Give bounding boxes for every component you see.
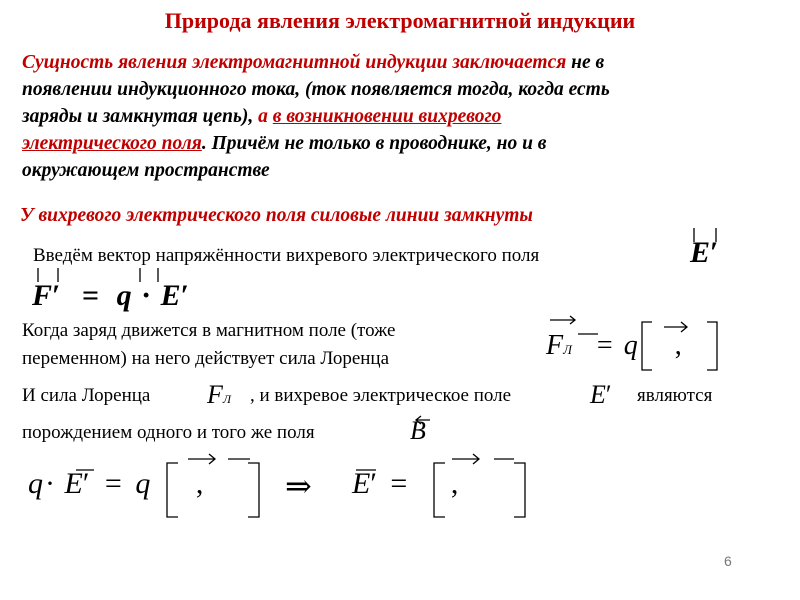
vortex-field-symbol: E′: [690, 236, 719, 269]
implies-symbol: ⇒: [285, 468, 312, 504]
lorentz-line-1: Когда заряд движется в магнитном поле (тоже: [22, 320, 396, 341]
essence-line4-underlined: электрического поля: [22, 133, 202, 154]
essence-line1-black: не в: [571, 52, 605, 73]
vector-arrow-f: [550, 316, 575, 324]
essence-line3-red: а: [258, 106, 273, 127]
vector-intro-text: Введём вектор напряжённости вихревого электрического поля: [33, 245, 540, 266]
bracket-right: [707, 322, 717, 370]
bracket-left: [642, 322, 652, 370]
vector-arrow-bracket-2: [188, 454, 215, 464]
vector-bar-e-intro: [694, 228, 716, 242]
essence-line5: окружающем пространстве: [22, 160, 270, 181]
slide-title: Природа явления электромагнитной индукции: [164, 8, 636, 33]
both-line-a: И сила Лоренца: [22, 385, 151, 406]
both-line-d: порождением одного и того же поля: [22, 422, 315, 443]
essence-line2: появлении индукционного тока, (ток появляется тогда, когда есть: [22, 79, 610, 100]
slide-number: 6: [724, 553, 732, 569]
lorentz-line-2: переменном) на него действует сила Лоренца: [22, 348, 390, 369]
vector-arrow-bracket-3: [452, 454, 479, 464]
vector-arrow-bracket: [664, 322, 687, 332]
bracket-left-2: [167, 463, 178, 517]
equivalence-formula-right: E′ = ,: [352, 467, 459, 500]
lorentz-formula: FЛ = q ,: [546, 330, 682, 361]
both-line-b: , и вихревое электрическое поле: [250, 385, 512, 406]
essence-line1-red: Сущность явления электромагнитной индукции заключается: [22, 52, 572, 73]
essence-line3-underlined: в возникновении вихревого: [272, 106, 502, 127]
closed-lines-statement: У вихревого электрического поля силовые линии замкнуты: [20, 205, 533, 226]
vortex-field-symbol-inline: E′: [590, 380, 612, 409]
essence-line3-black: заряды и замкнутая цепь),: [22, 106, 259, 127]
magnetic-field-symbol: B: [410, 416, 426, 445]
both-line-c: являются: [637, 385, 713, 406]
bracket-right-3: [514, 463, 525, 517]
vector-arrow-b-inline: [416, 416, 430, 424]
lorentz-force-symbol: FЛ: [207, 380, 232, 409]
bracket-left-3: [434, 463, 445, 517]
equivalence-formula-left: q· E′ = q ,: [28, 467, 204, 500]
bracket-right-2: [248, 463, 259, 517]
vector-bar-force-formula: [38, 268, 158, 282]
essence-line4-black: . Причём не только в проводнике, но и в: [201, 133, 547, 154]
force-formula: F′ = q · E′: [32, 279, 190, 312]
